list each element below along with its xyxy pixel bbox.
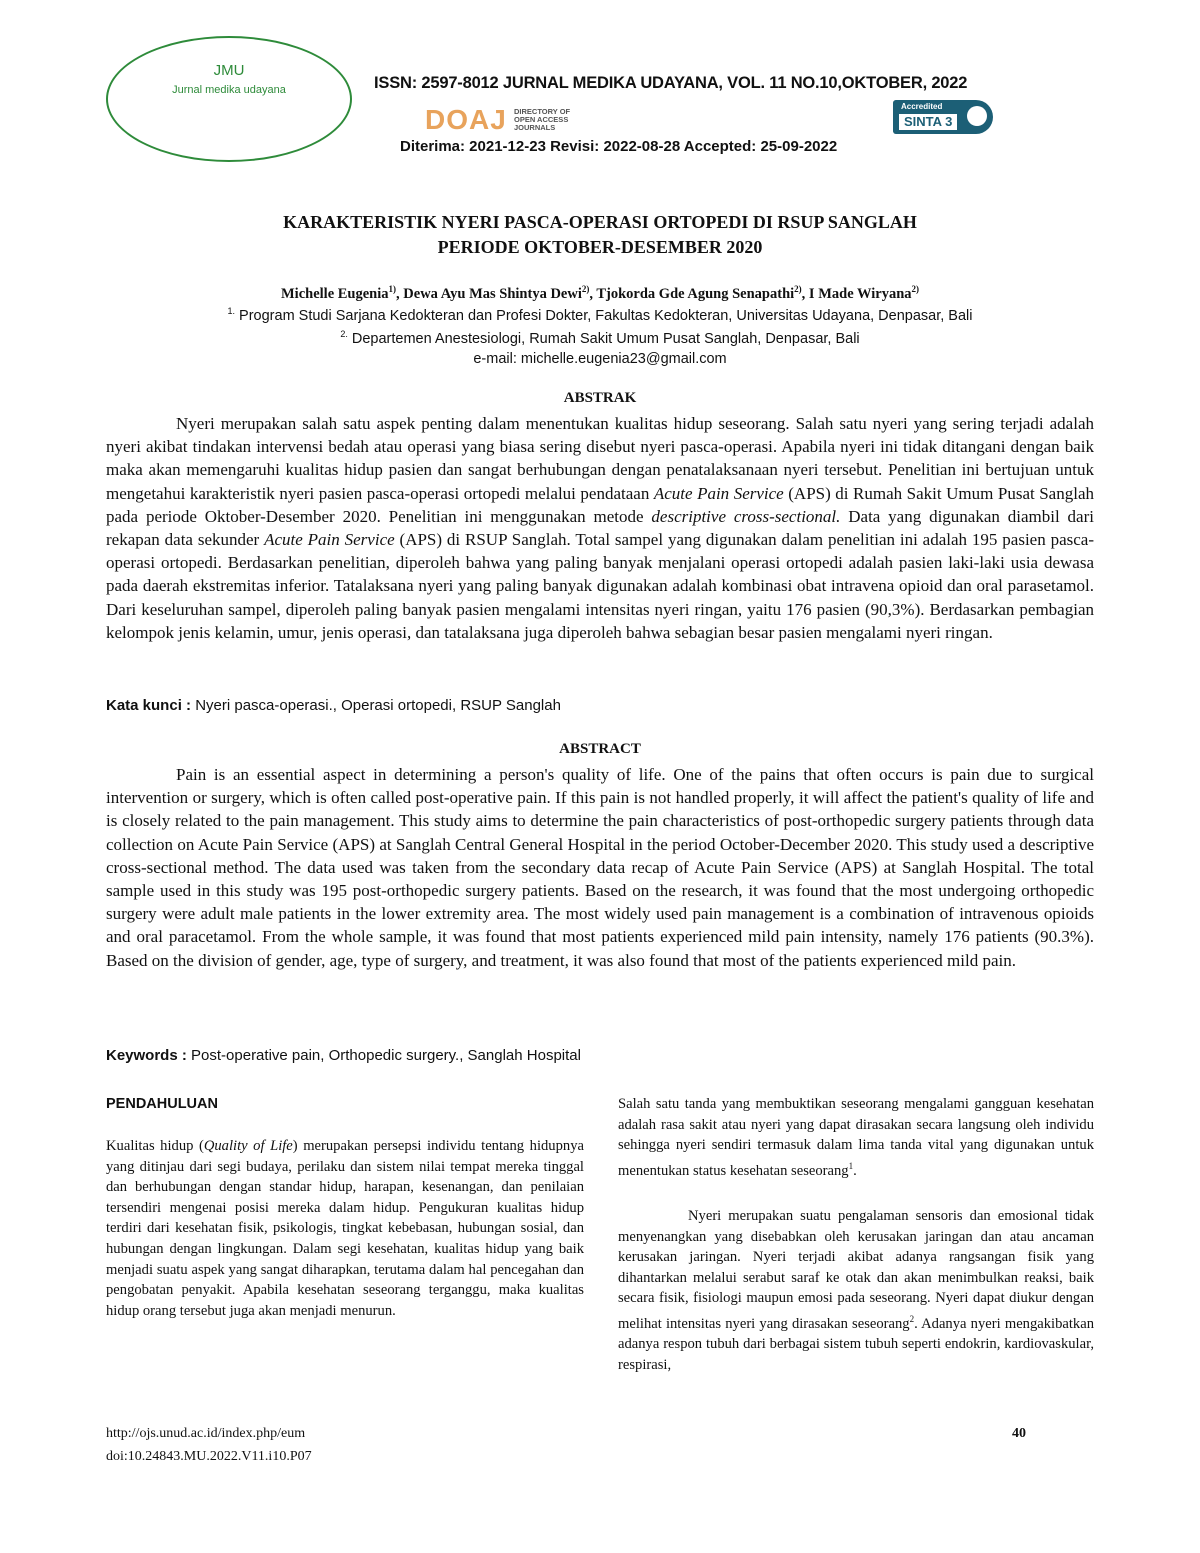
author-list: Michelle Eugenia$^{1)}$, Dewa Ayu Mas Shintya Dewi$^{2)}$, Tjokorda Gde Agung Senapathi$^{2)}$, I Made Wiryana$^{2)}$ (280, 284, 920, 302)
logo-title: JMU (213, 62, 245, 79)
journal-url[interactable]: http://ojs.unud.ac.id/index.php/eum (106, 1426, 306, 1441)
doaj-subtitle: DIRECTORY OF OPEN ACCESS JOURNALS (514, 107, 571, 132)
tree-icon (967, 106, 987, 126)
paper-title-line1: KARAKTERISTIK NYERI PASCA-OPERASI ORTOPEDI DI RSUP SANGLAH (283, 212, 917, 232)
paper-title-line2: PERIODE OKTOBER-DESEMBER 2020 (437, 237, 763, 257)
submission-dates: Diterima: 2021-12-23 Revisi: 2022-08-28 Accepted: 25-09-2022 (400, 138, 838, 155)
doaj-wordmark: DOAJ (425, 104, 507, 135)
intro-right-paragraph-1: Salah satu tanda yang membuktikan seseorang mengalami gangguan kesehatan adalah rasa sakit atau nyeri yang dapat dirasakan secara langsung oleh individu sehingga nyeri sendiri termasuk dalam lima tanda vital yang digunakan untuk menentukan status kesehatan seseorang$^1$. (618, 1096, 1094, 1179)
affiliation-1: $^{1.}$ Program Studi Sarjana Kedokteran dan Profesi Dokter, Fakultas Kedokteran, Universitas Udayana, Denpasar, Bali (227, 306, 973, 324)
section-heading-pendahuluan: PENDAHULUAN (106, 1096, 218, 1112)
page-number: 40 (1012, 1426, 1026, 1441)
abstract-heading: ABSTRACT (559, 741, 641, 757)
sinta-accredited-label: Accredited (901, 102, 943, 111)
abstrak-text: Nyeri merupakan salah satu aspek penting dalam menentukan kualitas hidup seseorang. Salah satu nyeri yang sering terjadi adalah nyeri akibat tindakan intervensi bedah atau operasi yang biasa sering disebut nyeri pasca-operasi. Apabila nyeri ini tidak ditangani dengan baik maka akan memengaruhi kualitas hidup pasien dan sangat berhubungan dengan penatalaksanaan nyeri tersebut. Penelitian ini bertujuan untuk mengetahui karakteristik nyeri pasien pasca-operasi ortopedi melalui pendataan Acute Pain Service (APS) di Rumah Sakit Umum Pusat Sanglah pada periode Oktober-Desember 2020. Penelitian ini menggunakan metode descriptive cross-sectional. Data yang digunakan diambil dari rekapan data sekunder Acute Pain Service (APS) di RSUP Sanglah. Total sampel yang digunakan dalam penelitian ini adalah 195 pasien pasca-operasi ortopedi. Berdasarkan penelitian, diperoleh bahwa yang paling banyak menjalani operasi ortopedi adalah pasien laki-laki usia dewasa pada daerah ekstremitas inferior. Tatalaksana nyeri yang paling banyak digunakan adalah kombinasi obat intravena opioid dan oral parasetamol. Dari keseluruhan sampel, diperoleh paling banyak pasien mengalami intensitas nyeri ringan, yaitu 176 pasien (90,3%). Berdasarkan pembagian kelompok jenis kelamin, umur, jenis operasi, dan tatalaksana juga diperoleh bahwa sebagian besar pasien mengalami nyeri ringan. (106, 414, 1094, 642)
intro-left-paragraph: Kualitas hidup (Quality of Life) merupakan persepsi individu tentang hidupnya yang ditinjau dari segi budaya, perilaku dan sistem nilai tempat mereka tinggal dan berhubungan dengan standar hidup, harapan, kesenangan, dan penilaian tersendiri mengenai posisi mereka dalam hidup. Pengukuran kualitas hidup terdiri dari kesehatan fisik, psikologis, tingkat kebebasan, hubungan sosial, dan hubungan dengan lingkungan. Dalam segi kesehatan, kualitas hidup yang baik menjadi suatu aspek yang sangat diharapkan, terutama dalam hal pencegahan dan pengobatan penyakit. Apabila kesehatan seseorang terganggu, maka kualitas hidup orang tersebut juga akan menjadi menurun. (106, 1138, 584, 1319)
abstract-text: Pain is an essential aspect in determining a person's quality of life. One of the pains that often occurs is pain due to surgical intervention or surgery, which is often called post-operative pain. If this pain is not handled properly, it will affect the patient's quality of life and is closely related to the pain management. This study aims to determine the pain characteristics of post-orthopedic surgery patients through data collection on Acute Pain Service (APS) at Sanglah Central General Hospital in the period October-December 2020. This study used a descriptive cross-sectional method. The data used was taken from the secondary data recap of Acute Pain Service (APS) at Sanglah Hospital. The total sample used in this study was 195 post-orthopedic surgery patients. Based on the research, it was found that the most undergoing orthopedic surgery were adult male patients in the lower extremity area. The most widely used pain management is a combination of intravenous opioids and oral paracetamol. From the whole sample, it was found that most patients experienced mild pain intensity, namely 176 patients (90.3%). Based on the division of gender, age, type of surgery, and treatment, it was also found that most of the patients experienced mild pain. (106, 765, 1094, 970)
kata-kunci: Kata kunci : Nyeri pasca-operasi., Operasi ortopedi, RSUP Sanglah (106, 697, 561, 714)
doi-text: doi:10.24843.MU.2022.V11.i10.P07 (106, 1449, 312, 1464)
journal-logo (106, 36, 352, 162)
affiliation-2: $^{2.}$ Departemen Anestesiologi, Rumah Sakit Umum Pusat Sanglah, Denpasar, Bali (340, 329, 860, 347)
sinta-badge (893, 100, 993, 134)
author-email: e-mail: michelle.eugenia23@gmail.com (473, 351, 727, 367)
logo-subtitle: Jurnal medika udayana (172, 84, 286, 96)
issn-line: ISSN: 2597-8012 JURNAL MEDIKA UDAYANA, VOL. 11 NO.10,OKTOBER, 2022 (374, 74, 968, 92)
abstrak-heading: ABSTRAK (563, 390, 637, 406)
sinta-rank-label: SINTA 3 (899, 114, 957, 130)
keywords: Keywords : Post-operative pain, Orthopedic surgery., Sanglah Hospital (106, 1047, 581, 1064)
intro-right-paragraph-2: Nyeri merupakan suatu pengalaman sensoris dan emosional tidak menyenangkan yang disebabkan oleh kerusakan jaringan dan atau ancaman kerusakan jaringan. Nyeri terjadi akibat adanya rangsangan fisik yang dihantarkan melalui serabut saraf ke otak dan akan menimbulkan reaksi, baik secara fisik, fisiologi maupun emosi pada seseorang. Nyeri dapat diukur dengan melihat intensitas nyeri yang dirasakan seseorang$^2$. Adanya nyeri mengakibatkan adanya respon tubuh dari berbagai sistem tubuh seperti endokrin, kardiovaskular, respirasi, (618, 1208, 1094, 1374)
